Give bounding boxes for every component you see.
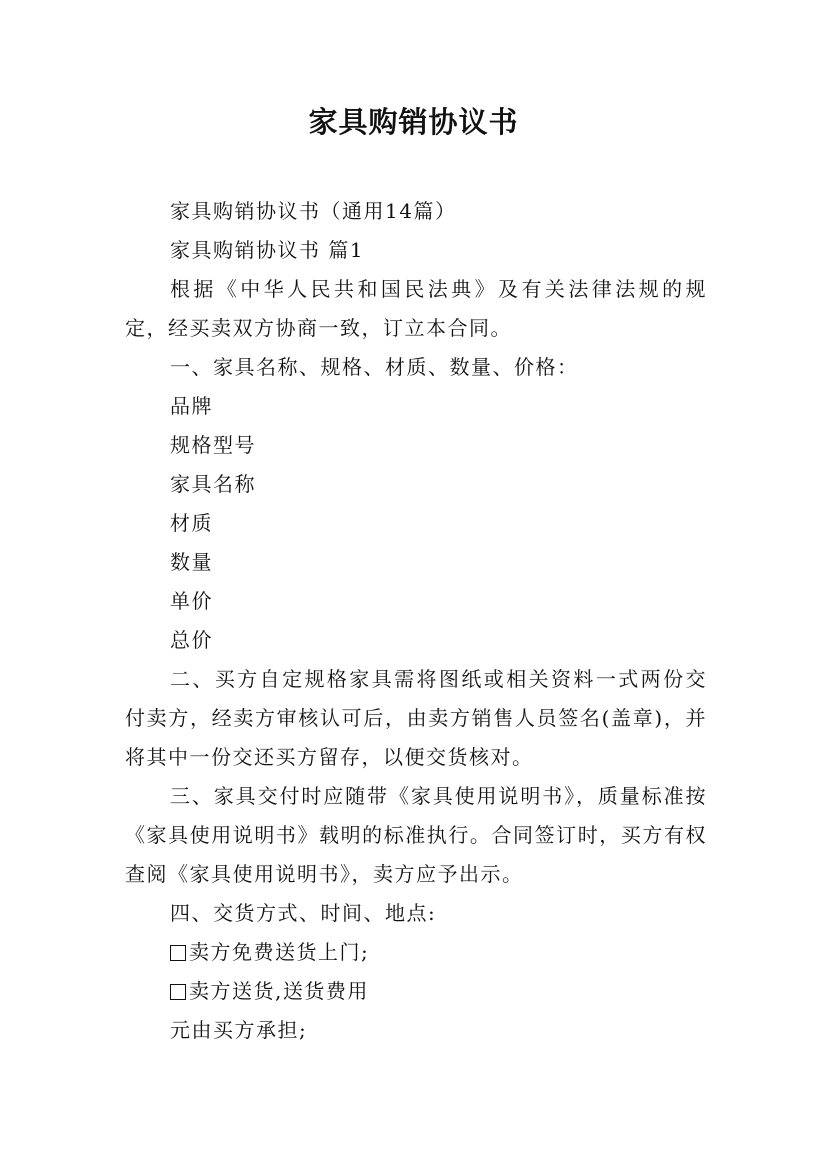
field-brand: 品牌 <box>170 394 213 418</box>
clause-2: 二、买方自定规格家具需将图纸或相关资料一式两份交付卖方，经卖方审核认可后，由卖方销售人员签名(盖章)，并将其中一份交还买方留存，以便交货核对。 <box>125 667 707 769</box>
field-quantity: 数量 <box>170 550 213 574</box>
checkbox-paid-delivery[interactable] <box>170 984 186 1000</box>
section-heading: 家具购销协议书 篇1 <box>170 238 365 262</box>
clause-4: 四、交货方式、时间、地点: <box>170 901 437 925</box>
field-unit-price: 单价 <box>170 589 213 613</box>
delivery-option-paid <box>125 972 707 1011</box>
delivery-option-paid-continued: 元由买方承担; <box>170 1018 308 1042</box>
checkbox-free-delivery[interactable] <box>170 945 186 961</box>
clause-1: 一、家具名称、规格、材质、数量、价格： <box>170 355 579 379</box>
option-paid-label: 卖方送货,送货费用 <box>189 979 369 1003</box>
intro-paragraph: 根据《中华人民共和国民法典》及有关法律法规的规定，经买卖双方协商一致，订立本合同。 <box>125 277 707 340</box>
delivery-option-free <box>125 933 707 972</box>
document-body <box>125 192 707 1050</box>
clause-3: 三、家具交付时应随带《家具使用说明书》，质量标准按《家具使用说明书》载明的标准执行。合同签订时，买方有权查阅《家具使用说明书》，卖方应予出示。 <box>125 784 707 886</box>
field-material: 材质 <box>170 511 213 535</box>
document-subtitle: 家具购销协议书（通用14篇） <box>170 199 457 223</box>
option-free-label: 卖方免费送货上门; <box>189 940 370 964</box>
field-total-price: 总价 <box>170 628 213 652</box>
document-title: 家具购销协议书 <box>308 105 519 139</box>
field-furniture-name: 家具名称 <box>170 472 256 496</box>
field-model: 规格型号 <box>170 433 256 457</box>
